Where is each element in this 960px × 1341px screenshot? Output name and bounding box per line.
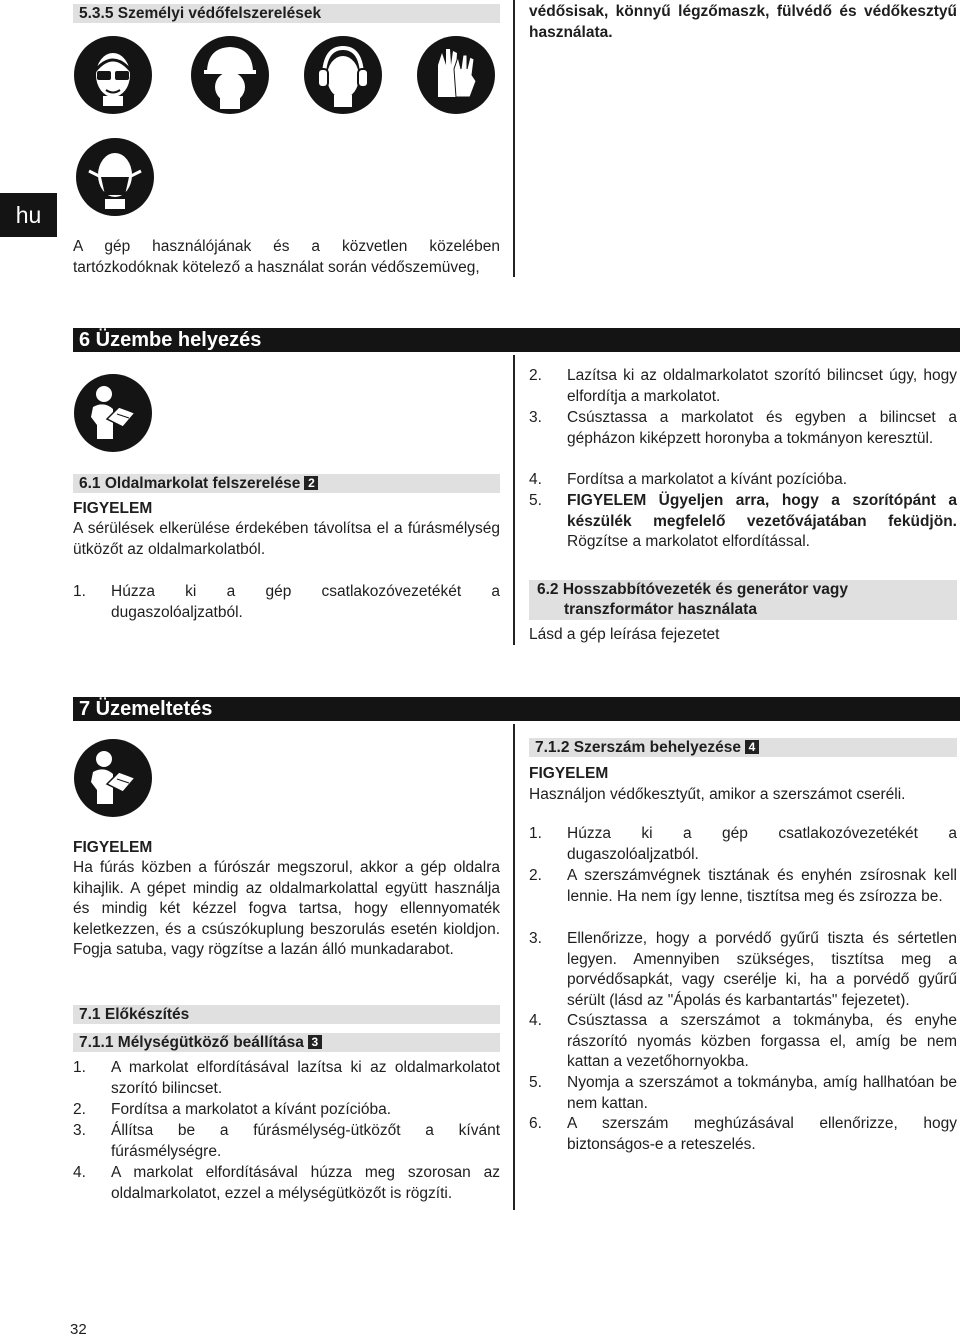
section-7-1-2-heading bbox=[529, 738, 957, 757]
list-item: 6. A szerszám meghúzásával ellenőrizze, hogy biztonságos-e a reteszelés. bbox=[529, 1115, 957, 1153]
list-item: 3. Állítsa be a fúrásmélység-ütközőt a kívánt fúrásmélységre. bbox=[73, 1122, 500, 1160]
section-6-1-title: 6.1 Oldalmarkolat felszerelése bbox=[79, 475, 301, 492]
figure-ref-2: 2 bbox=[304, 476, 318, 490]
list-item: 4. Fordítsa a markolatot a kívánt pozícióba. bbox=[529, 471, 847, 488]
list-item: 5. FIGYELEM Ügyeljen arra, hogy a szorítópánt a készülék megfelelő vezetővájatában feküdjön. Rögzítse a markolatot elfordítással. bbox=[529, 492, 957, 550]
notice-text-712: Használjon védőkesztyűt, amikor a szerszámot cseréli. bbox=[529, 786, 906, 803]
notice-text-6: A sérülések elkerülése érdekében távolítsa el a fúrásmélység ütközőt az oldalmarkolatból. bbox=[73, 520, 500, 558]
section-7-1-1-title: 7.1.1 Mélységütköző beállítása bbox=[79, 1034, 304, 1051]
ear-protection-icon bbox=[303, 35, 383, 115]
notice-text-7: Ha fúrás közben a fúrószár megszorul, akkor a gép oldalra kihajlik. A gépet mindig az oldalmarkolattal együtt használja és mindig két kézzel fogva tartsa, hogy ellennyomaték keletkezzen, és a csúszókuplung beszorulás esetén kioldjon. Fogja satuba, vagy rögzítse a lazán álló munkadarabot. bbox=[73, 859, 500, 958]
list-item: 2. Fordítsa a markolatot a kívánt pozícióba. bbox=[73, 1101, 391, 1118]
notice-label-712: FIGYELEM bbox=[529, 765, 609, 782]
list-item: 2. A szerszámvégnek tisztának és enyhén zsírosnak kell lennie. Ha nem így lenne, tisztítsa meg és zsírozza be. bbox=[529, 867, 957, 905]
figure-ref-3: 3 bbox=[308, 1035, 322, 1049]
language-tab: hu bbox=[0, 193, 57, 237]
safety-glasses-icon bbox=[73, 35, 153, 115]
list-item: 3. Csúsztassa a markolatot és egyben a bilincset a gépházon kiképzett horonyba a tokmányon keresztül. bbox=[529, 409, 957, 447]
list-item: 4. A markolat elfordításával húzza meg szorosan az oldalmarkolatot, ezzel a mélységütközőt is rögzíti. bbox=[73, 1164, 500, 1202]
read-manual-icon bbox=[73, 738, 153, 818]
column-divider-top bbox=[513, 0, 515, 277]
section-7-1-heading: 7.1 Előkészítés bbox=[73, 1005, 500, 1024]
list-item: 2. Lazítsa ki az oldalmarkolatot szorító bilincset úgy, hogy elfordítja a markolatot. bbox=[529, 367, 957, 405]
notice-label-6: FIGYELEM bbox=[73, 500, 153, 517]
section-7-1-1-heading bbox=[73, 1033, 500, 1052]
ppe-paragraph-right: védősisak, könnyű légzőmaszk, fülvédő és védőkesztyű használata. bbox=[529, 3, 957, 41]
section-6-1-heading bbox=[73, 474, 500, 493]
list-item: 3. Ellenőrizze, hogy a porvédő gyűrű tiszta és sértetlen legyen. Amennyiben szükséges, tisztítsa meg a porvédősapkát, vagy cserélje ki, ha a porvédő gyűrű sérült (lásd az "Ápolás és karbantartás" fejezetet). bbox=[529, 930, 957, 1009]
list-item: 1. Húzza ki a gép csatlakozóvezetékét a dugaszolóaljzatból. bbox=[529, 825, 957, 863]
ppe-paragraph-left: A gép használójának és a közvetlen közelében tartózkodóknak kötelező a használat során védőszemüveg, bbox=[73, 238, 500, 276]
notice-label-7: FIGYELEM bbox=[73, 839, 153, 856]
read-manual-icon bbox=[73, 373, 153, 453]
section-7-1-2-title: 7.1.2 Szerszám behelyezése bbox=[535, 739, 741, 756]
column-divider-sec6 bbox=[513, 355, 515, 645]
section-7-heading: 7 Üzemeltetés bbox=[73, 697, 960, 721]
page-number: 32 bbox=[70, 1321, 87, 1338]
respirator-mask-icon bbox=[75, 137, 155, 217]
section-5-3-5-heading: 5.3.5 Személyi védőfelszerelések bbox=[73, 4, 500, 23]
gloves-icon bbox=[416, 35, 496, 115]
section-6-heading: 6 Üzembe helyezés bbox=[73, 328, 960, 352]
column-divider-sec7 bbox=[513, 724, 515, 1210]
section-6-2-heading: 6.2 Hosszabbítóvezeték és generátor vagy transzformátor használata bbox=[529, 580, 957, 620]
figure-ref-4: 4 bbox=[745, 740, 759, 754]
list-item: 5. Nyomja a szerszámot a tokmányba, amíg hallhatóan be nem kattan. bbox=[529, 1074, 957, 1112]
list-item: 4. Csúsztassa a szerszámot a tokmányba, és enyhe rászorító nyomás közben forgassa el, amíg be nem kattan a vezetőhornyokba. bbox=[529, 1012, 957, 1070]
section-6-2-text: Lásd a gép leírása fejezetet bbox=[529, 626, 720, 643]
list-item: 1. A markolat elfordításával lazítsa ki az oldalmarkolatot szorító bilincset. bbox=[73, 1059, 500, 1097]
hard-hat-icon bbox=[190, 35, 270, 115]
list-item: 1. Húzza ki a gép csatlakozóvezetékét a dugaszolóaljzatból. bbox=[73, 583, 500, 621]
